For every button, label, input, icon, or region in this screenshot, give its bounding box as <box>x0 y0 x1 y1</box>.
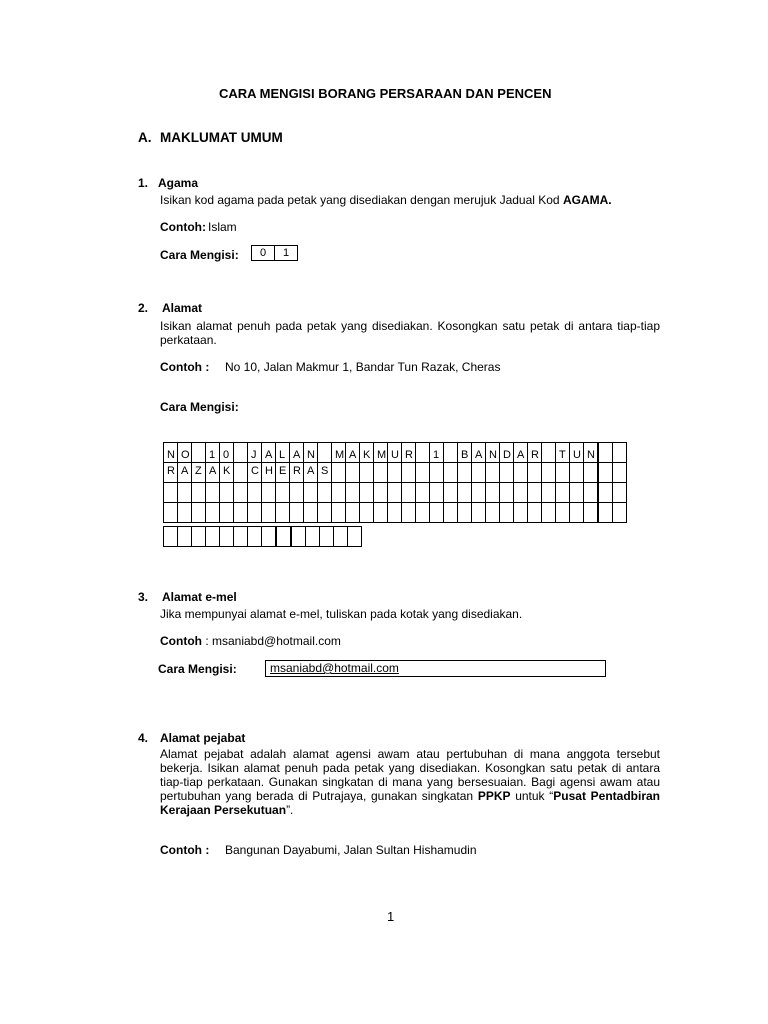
grid-cell[interactable] <box>472 503 486 523</box>
grid-cell[interactable]: Z <box>192 463 206 483</box>
grid-cell[interactable]: N <box>486 443 500 463</box>
grid-cell[interactable] <box>613 443 627 463</box>
grid-cell[interactable]: O <box>178 443 192 463</box>
grid-cell[interactable] <box>444 463 458 483</box>
grid-cell[interactable]: M <box>332 443 346 463</box>
grid-cell[interactable] <box>444 483 458 503</box>
grid-cell[interactable] <box>430 463 444 483</box>
grid-cell[interactable] <box>262 527 277 547</box>
grid-cell[interactable] <box>542 463 556 483</box>
grid-cell[interactable] <box>613 463 627 483</box>
address-grid-row-4 <box>164 503 627 523</box>
grid-cell[interactable] <box>346 463 360 483</box>
grid-cell[interactable]: R <box>528 443 542 463</box>
grid-cell[interactable] <box>290 503 304 523</box>
page-title: CARA MENGISI BORANG PERSARAAN DAN PENCEN <box>219 86 552 101</box>
grid-cell[interactable] <box>304 483 318 503</box>
grid-cell[interactable] <box>598 443 613 463</box>
item4-number: 4. <box>138 731 149 745</box>
address-grid-row-1 <box>164 443 627 463</box>
item2-heading: Alamat <box>162 301 203 315</box>
grid-cell[interactable]: A <box>472 443 486 463</box>
grid-cell[interactable]: D <box>500 443 514 463</box>
grid-cell[interactable]: A <box>514 443 528 463</box>
grid-cell[interactable] <box>291 527 306 547</box>
grid-cell[interactable]: B <box>458 443 472 463</box>
grid-cell[interactable] <box>486 463 500 483</box>
email-value[interactable]: msaniabd@hotmail.com <box>270 661 399 675</box>
grid-cell[interactable] <box>430 503 444 523</box>
grid-cell[interactable]: K <box>220 463 234 483</box>
grid-cell[interactable] <box>332 463 346 483</box>
item1-contoh-value: Islam <box>208 220 237 234</box>
grid-cell[interactable] <box>472 483 486 503</box>
grid-cell[interactable] <box>598 483 613 503</box>
grid-cell[interactable] <box>304 503 318 523</box>
grid-cell[interactable] <box>360 463 374 483</box>
grid-cell[interactable] <box>444 503 458 523</box>
grid-cell[interactable] <box>402 463 416 483</box>
grid-cell[interactable]: 0 <box>220 443 234 463</box>
grid-cell[interactable] <box>192 503 206 523</box>
item1-heading: Agama <box>158 176 199 190</box>
grid-cell[interactable] <box>374 503 388 523</box>
grid-cell[interactable] <box>528 463 542 483</box>
grid-cell[interactable]: A <box>290 443 304 463</box>
grid-cell[interactable] <box>348 527 362 547</box>
grid-cell[interactable] <box>318 503 332 523</box>
item2-contoh-label: Contoh : <box>160 360 210 374</box>
grid-cell[interactable]: S <box>318 463 332 483</box>
grid-cell[interactable]: J <box>248 443 262 463</box>
item2-number: 2. <box>138 301 149 315</box>
grid-cell[interactable] <box>486 503 500 523</box>
grid-cell[interactable] <box>220 483 234 503</box>
section-a-heading: MAKLUMAT UMUM <box>160 130 283 145</box>
grid-cell[interactable] <box>613 503 627 523</box>
item2-description: Isikan alamat penuh pada petak yang disediakan. Kosongkan satu petak di antara tiap-tiap perkataan. <box>160 319 660 347</box>
grid-cell[interactable] <box>248 503 262 523</box>
grid-cell[interactable] <box>262 483 276 503</box>
grid-cell[interactable] <box>388 463 402 483</box>
grid-cell[interactable] <box>556 463 570 483</box>
grid-cell[interactable] <box>584 483 599 503</box>
item3-contoh-value: : msaniabd@hotmail.com <box>201 634 341 648</box>
grid-cell[interactable]: U <box>388 443 402 463</box>
grid-cell[interactable] <box>472 463 486 483</box>
grid-cell[interactable] <box>318 483 332 503</box>
grid-cell[interactable] <box>346 483 360 503</box>
grid-cell[interactable]: U <box>570 443 584 463</box>
grid-cell[interactable] <box>346 503 360 523</box>
grid-cell[interactable] <box>220 503 234 523</box>
grid-cell[interactable] <box>402 503 416 523</box>
grid-cell[interactable] <box>514 503 528 523</box>
grid-cell[interactable] <box>178 503 192 523</box>
agama-code-box-1[interactable]: 0 <box>259 247 267 259</box>
grid-cell[interactable]: L <box>276 443 290 463</box>
grid-cell[interactable] <box>542 483 556 503</box>
grid-cell[interactable] <box>234 503 248 523</box>
grid-cell[interactable] <box>164 503 178 523</box>
grid-cell[interactable] <box>332 503 346 523</box>
grid-cell[interactable] <box>332 483 346 503</box>
address-grid-row-5-cells <box>164 527 362 547</box>
grid-cell[interactable] <box>178 483 192 503</box>
grid-cell[interactable] <box>570 483 584 503</box>
grid-cell[interactable] <box>556 503 570 523</box>
grid-cell[interactable] <box>500 463 514 483</box>
item4-heading: Alamat pejabat <box>160 731 246 745</box>
grid-cell[interactable]: A <box>304 463 318 483</box>
grid-cell[interactable]: A <box>346 443 360 463</box>
grid-cell[interactable]: K <box>360 443 374 463</box>
grid-cell[interactable] <box>164 527 178 547</box>
grid-cell[interactable] <box>206 527 220 547</box>
grid-cell[interactable]: N <box>584 443 599 463</box>
grid-cell[interactable] <box>360 483 374 503</box>
grid-cell[interactable] <box>514 483 528 503</box>
grid-cell[interactable] <box>234 443 248 463</box>
grid-cell[interactable] <box>598 503 613 523</box>
grid-cell[interactable] <box>360 503 374 523</box>
email-field[interactable] <box>265 660 606 677</box>
grid-cell[interactable]: 1 <box>206 443 220 463</box>
grid-cell[interactable] <box>458 463 472 483</box>
item3-contoh-label: Contoh <box>160 634 202 648</box>
grid-cell[interactable] <box>613 483 627 503</box>
grid-cell[interactable]: A <box>262 443 276 463</box>
address-grid[interactable] <box>163 442 627 523</box>
grid-cell[interactable] <box>220 527 234 547</box>
item4-contoh-label: Contoh : <box>160 843 210 857</box>
grid-cell[interactable] <box>318 443 332 463</box>
item3-heading: Alamat e-mel <box>162 590 237 604</box>
grid-cell[interactable]: H <box>262 463 276 483</box>
grid-cell[interactable] <box>584 503 599 523</box>
grid-cell[interactable] <box>402 483 416 503</box>
grid-cell[interactable] <box>542 503 556 523</box>
grid-cell[interactable] <box>570 463 584 483</box>
grid-cell[interactable] <box>584 463 599 483</box>
item3-cara-label: Cara Mengisi: <box>158 662 237 676</box>
item1-contoh-label: Contoh: <box>160 220 206 234</box>
grid-cell[interactable] <box>276 503 290 523</box>
grid-cell[interactable] <box>458 503 472 523</box>
grid-cell[interactable] <box>374 483 388 503</box>
grid-cell[interactable]: T <box>556 443 570 463</box>
grid-cell[interactable] <box>262 503 276 523</box>
item4-contoh-value: Bangunan Dayabumi, Jalan Sultan Hishamudin <box>225 843 477 857</box>
grid-cell[interactable] <box>290 483 304 503</box>
item1-number: 1. <box>138 176 149 190</box>
grid-cell[interactable] <box>334 527 348 547</box>
agama-code-boxes[interactable] <box>251 245 298 261</box>
grid-cell[interactable] <box>514 463 528 483</box>
grid-cell[interactable] <box>416 443 430 463</box>
grid-cell[interactable]: N <box>164 443 178 463</box>
grid-cell[interactable] <box>500 503 514 523</box>
page-number: 1 <box>387 909 395 924</box>
grid-cell[interactable] <box>234 527 248 547</box>
grid-cell[interactable] <box>234 483 248 503</box>
grid-cell[interactable]: M <box>374 443 388 463</box>
grid-cell[interactable]: E <box>276 463 290 483</box>
item1-cara-label: Cara Mengisi: <box>160 248 239 262</box>
grid-cell[interactable]: R <box>402 443 416 463</box>
grid-cell[interactable] <box>206 503 220 523</box>
grid-cell[interactable] <box>416 483 430 503</box>
grid-cell[interactable]: R <box>164 463 178 483</box>
grid-cell[interactable] <box>416 463 430 483</box>
grid-cell[interactable]: 1 <box>430 443 444 463</box>
grid-cell[interactable]: A <box>206 463 220 483</box>
grid-cell[interactable] <box>248 483 262 503</box>
address-grid-row-2 <box>164 463 627 483</box>
item3-contoh <box>160 634 341 648</box>
grid-cell[interactable] <box>430 483 444 503</box>
grid-cell[interactable] <box>192 443 206 463</box>
grid-cell[interactable] <box>570 503 584 523</box>
item1-description: Isikan kod agama pada petak yang disediakan dengan merujuk Jadual Kod AGAMA. <box>160 193 612 207</box>
grid-cell[interactable]: C <box>248 463 262 483</box>
section-a-letter: A. <box>138 130 152 145</box>
item2-cara-label: Cara Mengisi: <box>160 400 239 414</box>
grid-cell[interactable] <box>276 483 290 503</box>
agama-code-box-2[interactable]: 1 <box>274 246 297 260</box>
item4-description: Alamat pejabat adalah alamat agensi awam atau pertubuhan di mana anggota tersebut bekerja. Isikan alamat penuh pada petak yang disediakan. Kosongkan satu petak di antara tiap-tiap perkataan. Gunakan singkatan di mana yang bersesuaian. Bagi agensi awam atau pertubuhan yang berada di Putrajaya, gunakan singkatan PPKP untuk “Pusat Pentadbiran Kerajaan Persekutuan”. <box>160 747 660 817</box>
item2-contoh-value: No 10, Jalan Makmur 1, Bandar Tun Razak, Cheras <box>225 360 501 374</box>
grid-cell[interactable] <box>416 503 430 523</box>
grid-cell[interactable] <box>234 463 248 483</box>
grid-cell[interactable] <box>444 443 458 463</box>
item3-number: 3. <box>138 590 149 604</box>
grid-cell[interactable] <box>598 463 613 483</box>
grid-cell[interactable]: R <box>290 463 304 483</box>
grid-cell[interactable] <box>320 527 334 547</box>
grid-cell[interactable] <box>248 527 262 547</box>
grid-cell[interactable] <box>192 483 206 503</box>
address-grid-row-3 <box>164 483 627 503</box>
grid-cell[interactable] <box>458 483 472 503</box>
grid-cell[interactable] <box>542 443 556 463</box>
grid-cell[interactable] <box>192 527 206 547</box>
grid-cell[interactable] <box>276 527 291 547</box>
address-grid-row-5[interactable] <box>163 526 362 547</box>
grid-cell[interactable]: N <box>304 443 318 463</box>
grid-cell[interactable] <box>388 503 402 523</box>
grid-cell[interactable] <box>528 503 542 523</box>
grid-cell[interactable] <box>486 483 500 503</box>
grid-cell[interactable] <box>528 483 542 503</box>
grid-cell[interactable] <box>306 527 320 547</box>
grid-cell[interactable] <box>178 527 192 547</box>
grid-cell[interactable] <box>374 463 388 483</box>
grid-cell[interactable] <box>164 483 178 503</box>
grid-cell[interactable] <box>556 483 570 503</box>
grid-cell[interactable] <box>206 483 220 503</box>
item3-description: Jika mempunyai alamat e-mel, tuliskan pada kotak yang disediakan. <box>160 607 523 621</box>
grid-cell[interactable]: A <box>178 463 192 483</box>
grid-cell[interactable] <box>388 483 402 503</box>
grid-cell[interactable] <box>500 483 514 503</box>
